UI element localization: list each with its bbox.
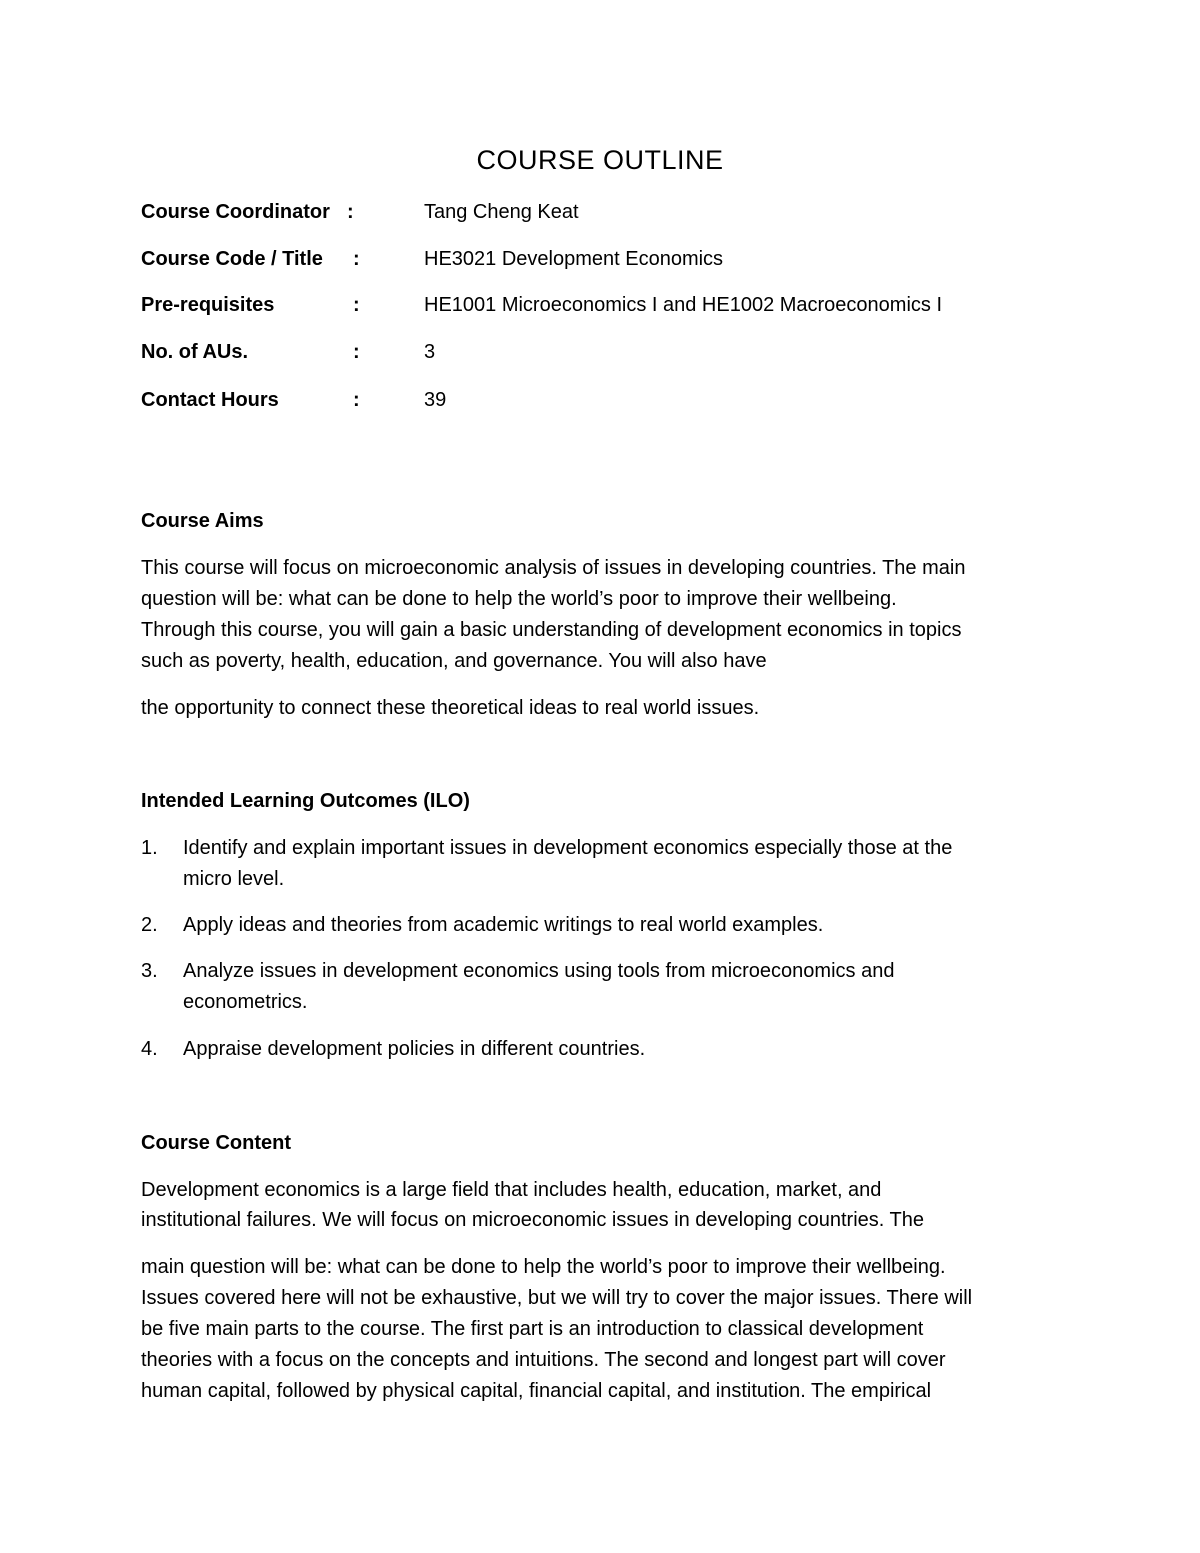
aims-line: This course will focus on microeconomic analysis of issues in developing countries. The main bbox=[141, 557, 966, 579]
ilo-number: 2. bbox=[141, 914, 158, 936]
ilo-text: Apply ideas and theories from academic writings to real world examples. bbox=[183, 914, 824, 936]
meta-colon: : bbox=[353, 341, 360, 363]
section-heading-content: Course Content bbox=[141, 1132, 291, 1154]
aims-line: Through this course, you will gain a basic understanding of development economics in topics bbox=[141, 619, 962, 641]
ilo-text: micro level. bbox=[183, 868, 285, 890]
content-line: human capital, followed by physical capital, financial capital, and institution. The empirical bbox=[141, 1380, 932, 1402]
section-heading-ilo: Intended Learning Outcomes (ILO) bbox=[141, 790, 470, 812]
meta-value: 39 bbox=[424, 389, 447, 411]
meta-label: Contact Hours bbox=[141, 389, 279, 411]
content-line: Development economics is a large field that includes health, education, market, and bbox=[141, 1179, 882, 1201]
document-title: COURSE OUTLINE bbox=[476, 145, 724, 175]
meta-value: HE1001 Microeconomics I and HE1002 Macroeconomics I bbox=[424, 294, 943, 316]
meta-colon: : bbox=[353, 248, 360, 270]
ilo-text: Analyze issues in development economics using tools from microeconomics and bbox=[183, 960, 895, 982]
ilo-number: 4. bbox=[141, 1038, 158, 1060]
ilo-text: econometrics. bbox=[183, 991, 308, 1013]
meta-colon: : bbox=[353, 389, 360, 411]
meta-colon: : bbox=[347, 201, 354, 223]
content-line: be five main parts to the course. The first part is an introduction to classical development bbox=[141, 1318, 924, 1340]
ilo-text: Appraise development policies in different countries. bbox=[183, 1038, 646, 1060]
aims-line: such as poverty, health, education, and governance. You will also have bbox=[141, 650, 767, 672]
content-line: Issues covered here will not be exhaustive, but we will try to cover the major issues. There will bbox=[141, 1287, 973, 1309]
meta-value: HE3021 Development Economics bbox=[424, 248, 724, 270]
meta-label: Course Coordinator bbox=[141, 201, 330, 223]
meta-label: Pre-requisites bbox=[141, 294, 275, 316]
meta-value: Tang Cheng Keat bbox=[424, 201, 579, 223]
content-line: main question will be: what can be done to help the world’s poor to improve their wellbeing. bbox=[141, 1256, 946, 1278]
content-line: theories with a focus on the concepts and intuitions. The second and longest part will cover bbox=[141, 1349, 946, 1371]
meta-colon: : bbox=[353, 294, 360, 316]
aims-line: the opportunity to connect these theoretical ideas to real world issues. bbox=[141, 697, 760, 719]
meta-value: 3 bbox=[424, 341, 436, 363]
content-line: institutional failures. We will focus on microeconomic issues in developing countries. The bbox=[141, 1209, 924, 1231]
ilo-number: 3. bbox=[141, 960, 158, 982]
section-heading-aims: Course Aims bbox=[141, 510, 264, 532]
meta-label: No. of AUs. bbox=[141, 341, 249, 363]
ilo-text: Identify and explain important issues in development economics especially those at the bbox=[183, 837, 953, 859]
meta-label: Course Code / Title bbox=[141, 248, 323, 270]
ilo-number: 1. bbox=[141, 837, 158, 859]
aims-line: question will be: what can be done to help the world’s poor to improve their wellbeing. bbox=[141, 588, 897, 610]
